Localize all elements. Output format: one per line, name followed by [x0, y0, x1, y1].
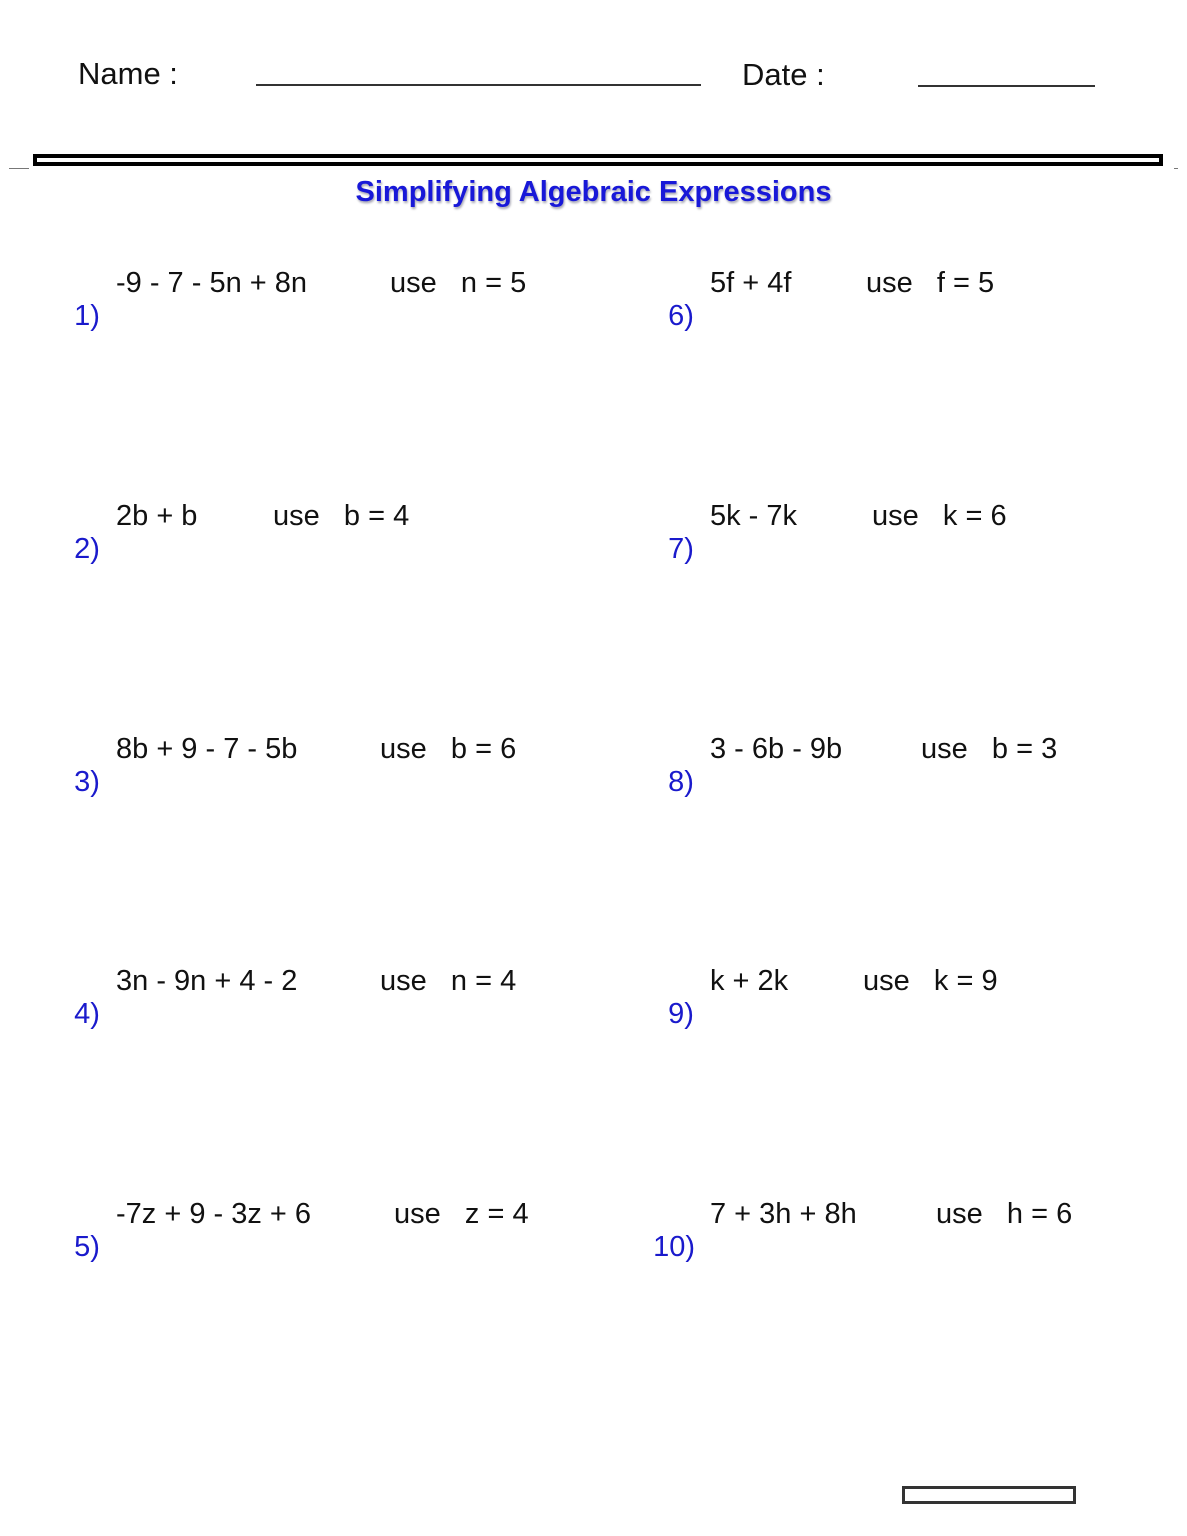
problem-substitution: use n = 5 [390, 267, 527, 299]
header-divider [33, 154, 1163, 166]
name-label: Name : [78, 56, 178, 91]
problem-expression: 3 - 6b - 9b [710, 733, 843, 765]
problem-substitution: use b = 3 [921, 733, 1058, 765]
problem-expression: 5f + 4f [710, 267, 792, 299]
problem-number: 5) [74, 1231, 100, 1263]
divider-tick-left [9, 168, 29, 169]
problem-substitution: use k = 9 [863, 965, 998, 997]
problem-number: 4) [74, 998, 100, 1030]
problem-number: 7) [668, 533, 694, 565]
problem-number: 8) [668, 766, 694, 798]
worksheet-title: Simplifying Algebraic Expressions [355, 176, 832, 208]
problem-7 [652, 500, 1007, 632]
problem-5 [58, 1198, 529, 1330]
score-box[interactable] [902, 1486, 1076, 1504]
problem-expression: 7 + 3h + 8h [710, 1198, 857, 1230]
problem-substitution: use b = 4 [273, 500, 410, 532]
problem-number: 3) [74, 766, 100, 798]
problem-9 [652, 965, 998, 1097]
date-input-line[interactable] [918, 85, 1095, 87]
problem-number: 1) [74, 300, 100, 332]
name-input-line[interactable] [256, 84, 701, 86]
problem-4 [58, 965, 517, 1097]
problem-10 [637, 1198, 1073, 1330]
problem-expression: k + 2k [710, 965, 789, 997]
problem-number: 10) [653, 1231, 696, 1263]
problem-expression: 8b + 9 - 7 - 5b [116, 733, 298, 765]
problem-substitution: use z = 4 [394, 1198, 529, 1230]
problem-substitution: use b = 6 [380, 733, 517, 765]
problem-substitution: use h = 6 [936, 1198, 1073, 1230]
problem-expression: 2b + b [116, 500, 198, 532]
problem-1 [58, 267, 527, 399]
problem-3 [58, 733, 517, 865]
problem-2 [58, 500, 410, 632]
problem-number: 2) [74, 533, 100, 565]
problem-substitution: use f = 5 [866, 267, 995, 299]
problem-number: 9) [668, 998, 694, 1030]
problem-substitution: use k = 6 [872, 500, 1007, 532]
problem-6 [652, 267, 995, 399]
divider-tick-right [1174, 168, 1178, 169]
problem-substitution: use n = 4 [380, 965, 517, 997]
problem-expression: -9 - 7 - 5n + 8n [116, 267, 308, 299]
problem-number: 6) [668, 300, 694, 332]
problem-8 [652, 733, 1058, 865]
problem-expression: -7z + 9 - 3z + 6 [116, 1198, 312, 1230]
problem-expression: 3n - 9n + 4 - 2 [116, 965, 298, 997]
date-label: Date : [742, 57, 825, 92]
problem-expression: 5k - 7k [710, 500, 798, 532]
